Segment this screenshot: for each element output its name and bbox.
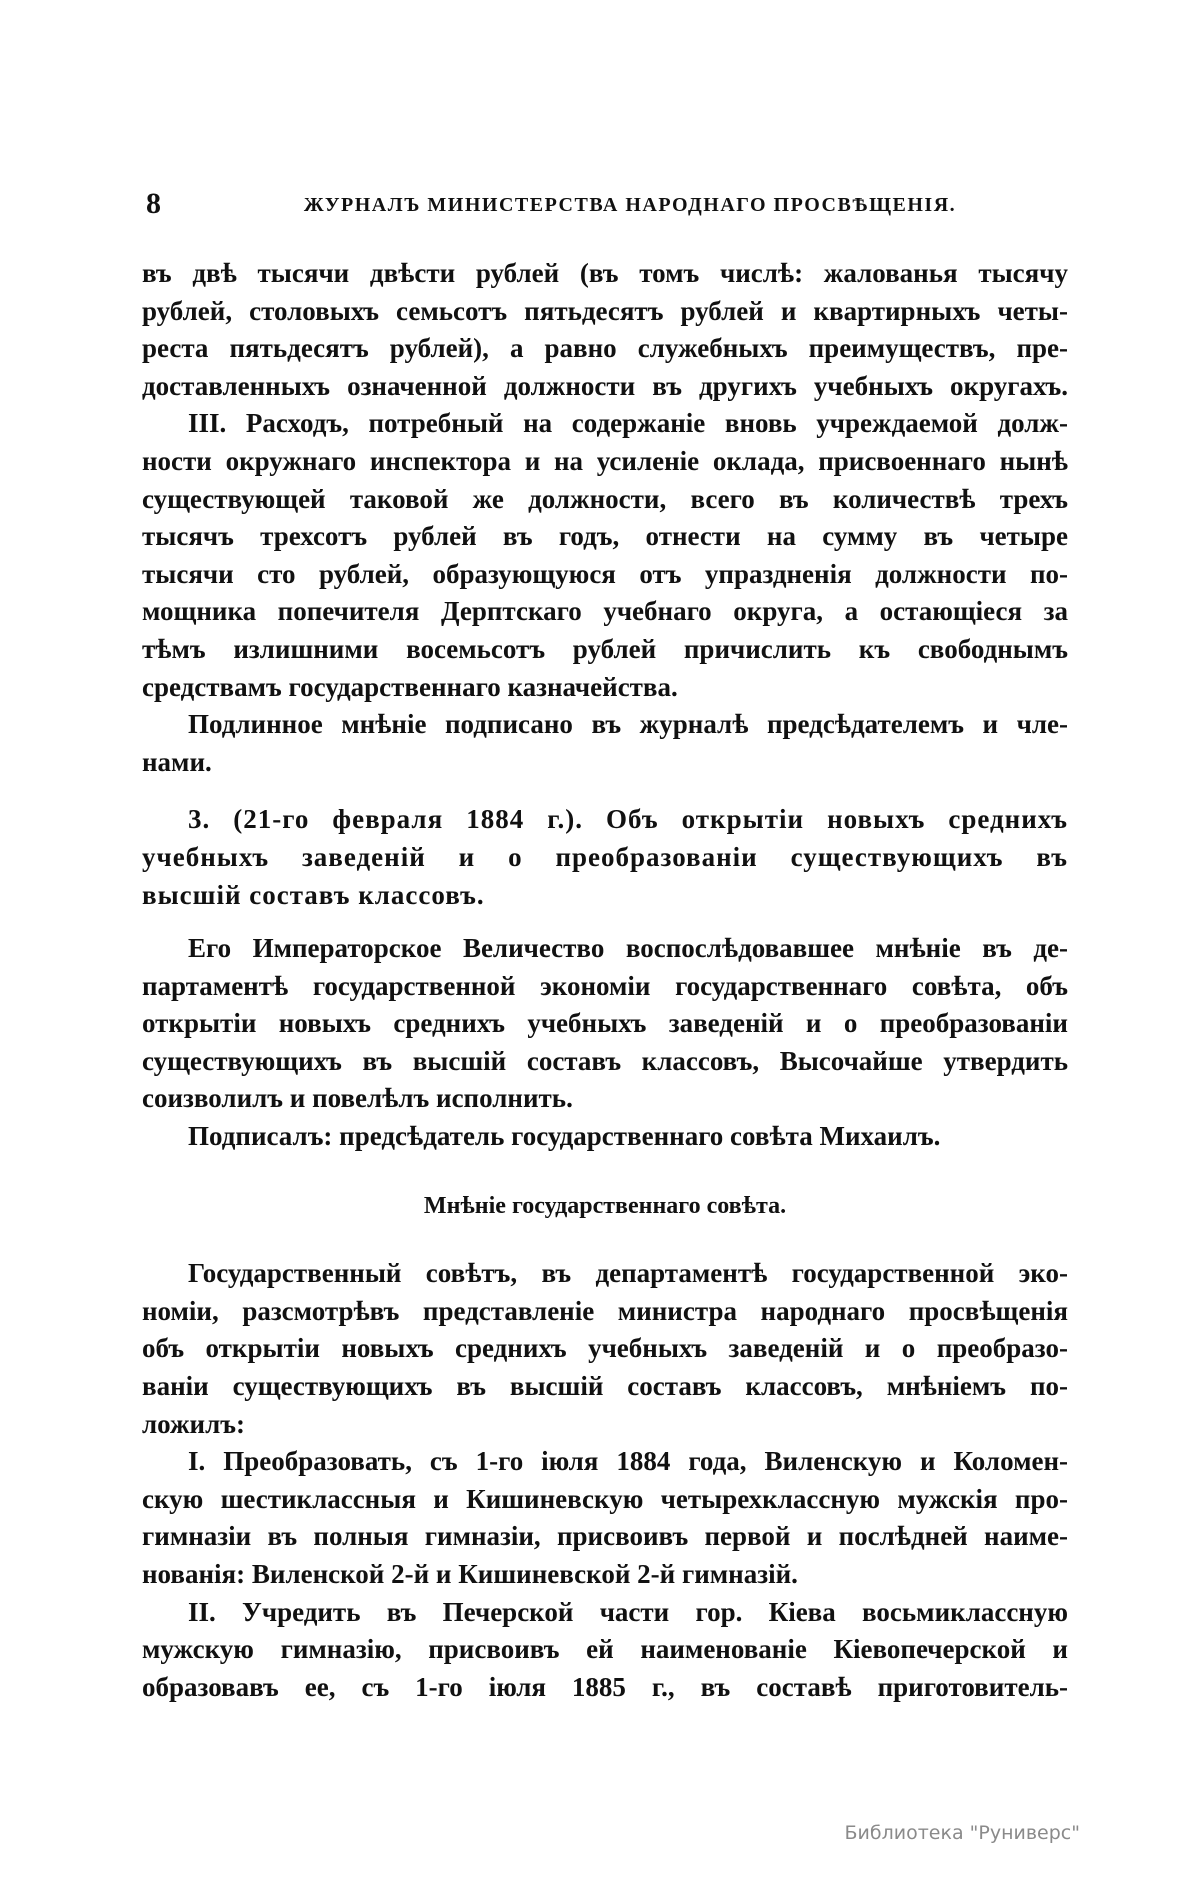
text-line: высшій составъ классовъ. bbox=[142, 879, 485, 910]
text-line: существующей таковой же должности, всего въ количествѣ трехъ bbox=[142, 483, 1068, 514]
text-line: реста пятьдесятъ рублей), а равно служебныхъ преимуществъ, пре- bbox=[142, 333, 1068, 364]
journal-title: ЖУРНАЛЪ МИНИСТЕРСТВА НАРОДНАГО ПРОСВѢЩЕНІЯ. bbox=[303, 194, 957, 216]
text-line: тѣмъ излишними восемьсотъ рублей причислить къ свободнымъ bbox=[142, 633, 1068, 664]
paragraph-council-opinion bbox=[142, 1255, 1068, 1443]
section-3-title bbox=[142, 801, 1068, 914]
text-line: партаментѣ государственной экономіи государственнаго совѣта, объ bbox=[142, 970, 1068, 1001]
text-line: объ открытіи новыхъ среднихъ учебныхъ заведеній и о преобразо- bbox=[142, 1333, 1068, 1364]
text-line: мужскую гимназію, присвоивъ ей наименованіе Кіевопечерской и bbox=[142, 1634, 1068, 1665]
text-line: учебныхъ заведеній и о преобразованіи существующихъ въ bbox=[142, 841, 1068, 872]
text-line: III. Расходъ, потребный на содержаніе вновь учреждаемой долж- bbox=[188, 408, 1068, 439]
text-line: соизволилъ и повелѣлъ исполнить. bbox=[142, 1083, 573, 1114]
signature-line bbox=[142, 1118, 1068, 1156]
text-line: Государственный совѣтъ, въ департаментѣ государственной эко- bbox=[188, 1258, 1068, 1289]
text-line: ложилъ: bbox=[142, 1408, 245, 1439]
text-line: существующихъ въ высшій составъ классовъ, Высочайше утвердить bbox=[142, 1045, 1068, 1076]
page-number: 8 bbox=[146, 187, 161, 220]
text-line: тысячи сто рублей, образующуюся отъ упраздненія должности по- bbox=[142, 558, 1068, 589]
running-header bbox=[146, 186, 1066, 222]
paragraph-III bbox=[142, 405, 1068, 706]
text-line: ваніи существующихъ въ высшій составъ классовъ, мнѣніемъ по- bbox=[142, 1371, 1068, 1402]
text-line: 3. (21-го февраля 1884 г.). Объ открытіи новыхъ среднихъ bbox=[188, 804, 1068, 835]
text-line: образовавъ ее, съ 1-го іюля 1885 г., въ составѣ приготовитель- bbox=[142, 1671, 1068, 1702]
library-watermark: Библиотека "Руниверс" bbox=[844, 1822, 1080, 1844]
text-line: открытіи новыхъ среднихъ учебныхъ заведеній и о преобразованіи bbox=[142, 1008, 1068, 1039]
text-line: Его Императорское Величество воспослѣдовавшее мнѣніе въ де- bbox=[188, 933, 1068, 964]
text-line: доставленныхъ означенной должности въ другихъ учебныхъ округахъ. bbox=[142, 370, 1068, 401]
text-line: I. Преобразовать, съ 1-го іюля 1884 года, Виленскую и Коломен- bbox=[188, 1446, 1068, 1477]
clause-II bbox=[142, 1594, 1068, 1707]
text-line: гимназіи въ полныя гимназіи, присвоивъ первой и послѣдней наиме- bbox=[142, 1521, 1068, 1552]
section-heading: Мнѣніе государственнаго совѣта. bbox=[423, 1192, 787, 1219]
text-line: Подлинное мнѣніе подписано въ журналѣ предсѣдателемъ и чле- bbox=[188, 709, 1068, 740]
text-line: въ двѣ тысячи двѣсти рублей (въ томъ числѣ: жалованья тысячу bbox=[142, 258, 1068, 288]
text-line: номіи, разсмотрѣвъ представленіе министра народнаго просвѣщенія bbox=[142, 1295, 1068, 1326]
text-line: скую шестиклассныя и Кишиневскую четырехклассную мужскія про- bbox=[142, 1483, 1068, 1514]
text-line: II. Учредить въ Печерской части гор. Кіева восьмиклассную bbox=[188, 1596, 1068, 1627]
text-line: тысячъ трехсотъ рублей въ годъ, отнести на сумму въ четыре bbox=[142, 521, 1068, 552]
paragraph-imperial-approval bbox=[142, 930, 1068, 1118]
text-line: средствамъ государственнаго казначейства. bbox=[142, 671, 678, 702]
page-body bbox=[142, 255, 1068, 1706]
text-line: нами. bbox=[142, 746, 212, 777]
text-line: ности окружнаго инспектора и на усиленіе оклада, присвоеннаго нынѣ bbox=[142, 445, 1068, 476]
text-line: нованія: Виленской 2-й и Кишиневской 2-й гимназій. bbox=[142, 1559, 798, 1589]
text-line: Подписалъ: предсѣдатель государственнаго совѣта Михаилъ. bbox=[188, 1121, 941, 1152]
paragraph-signed-note bbox=[142, 706, 1068, 781]
clause-I bbox=[142, 1443, 1068, 1593]
paragraph-continuation bbox=[142, 255, 1068, 405]
text-line: рублей, столовыхъ семьсотъ пятьдесятъ рублей и квартирныхъ четы- bbox=[142, 295, 1068, 326]
text-line: мощника попечителя Дерптскаго учебнаго округа, а остающіеся за bbox=[142, 596, 1068, 627]
